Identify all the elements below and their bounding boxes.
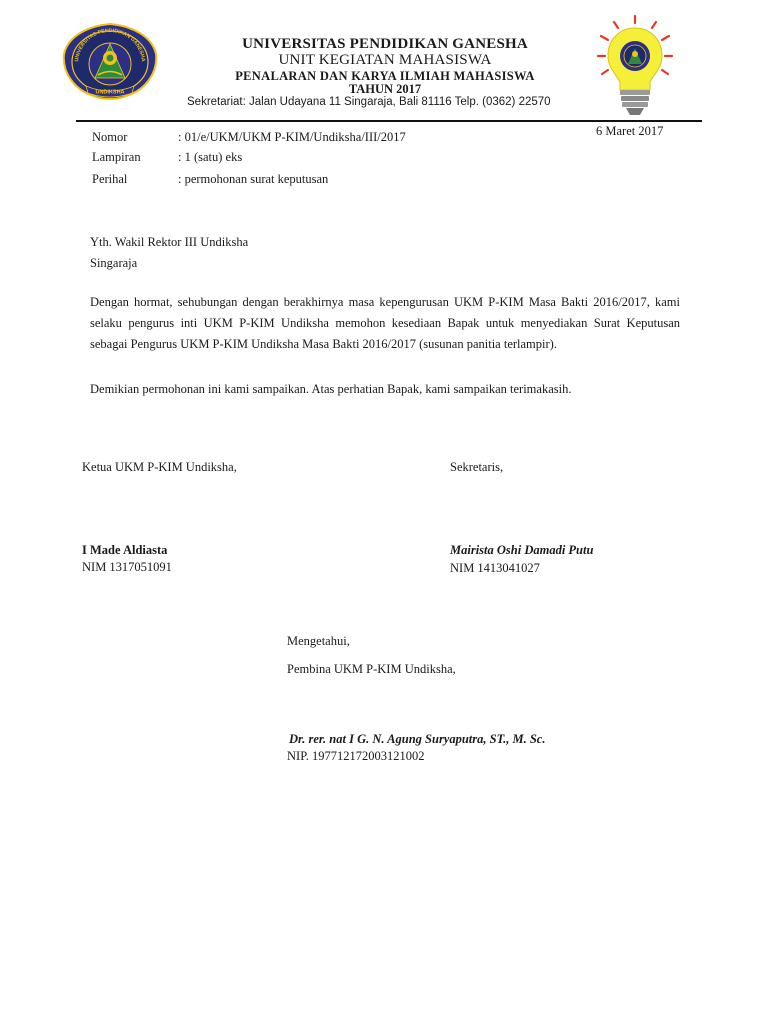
closing-paragraph: Demikian permohonan ini kami sampaikan. Atas perhatian Bapak, kami sampaikan terimakasih. [90,382,572,396]
advisor-name: Dr. rer. nat I G. N. Agung Suryaputra, ST., M. Sc. [289,732,546,746]
undiksha-seal-icon [60,20,160,102]
chair-title: Ketua UKM P-KIM Undiksha, [82,460,237,474]
header-divider [76,120,702,122]
field-label-nomor: Nomor [92,130,128,144]
university-name: UNIVERSITAS PENDIDIKAN GANESHA [242,36,528,52]
seal-arc-text: UNIVERSITAS PENDIDIKAN GANESHA [74,27,146,63]
field-value-perihal: : permohonan surat keputusan [178,172,329,186]
chair-nim: NIM 1317051091 [82,560,172,574]
recipient-city: Singaraja [90,256,138,270]
acknowledged-label: Mengetahui, [287,634,350,648]
advisor-title: Pembina UKM P-KIM Undiksha, [287,662,456,676]
secretariat-address: Sekretariat: Jalan Udayana 11 Singaraja, Bali 81116 Telp. (0362) 22570 [187,96,551,108]
secretary-nim: NIM 1413041027 [450,561,540,575]
recipient-line: Yth. Wakil Rektor III Undiksha [90,235,249,249]
advisor-nip: NIP. 197712172003121002 [287,749,425,763]
seal-banner-text: UNDIKSHA [95,89,125,96]
field-value-lampiran: : 1 (satu) eks [178,150,243,164]
lightbulb-pkim-icon [596,14,674,118]
secretary-name: Mairista Oshi Damadi Putu [450,543,594,557]
organization-name: PENALARAN DAN KARYA ILMIAH MAHASISWA [235,69,535,83]
letter-date: 6 Maret 2017 [596,124,664,138]
body-paragraph: Dengan hormat, sehubungan dengan berakhirnya masa kepengurusan UKM P-KIM Masa Bakti 2016/2017, kami selaku pengurus inti UKM P-KIM Undiksha memohon kesediaan Bapak untuk menyediakan Surat Keputusan sebagai Pengurus UKM P-KIM Undiksha Masa Bakti 2016/2017 (susunan panitia terlampir). [90,295,680,351]
field-label-lampiran: Lampiran [92,150,141,164]
chair-name: I Made Aldiasta [82,543,168,557]
letterhead-year: TAHUN 2017 [348,82,422,96]
field-value-nomor: : 01/e/UKM/UKM P-KIM/Undiksha/III/2017 [178,130,406,144]
unit-name: UNIT KEGIATAN MAHASISWA [278,52,492,68]
secretary-title: Sekretaris, [450,460,504,474]
field-label-perihal: Perihal [92,172,128,186]
